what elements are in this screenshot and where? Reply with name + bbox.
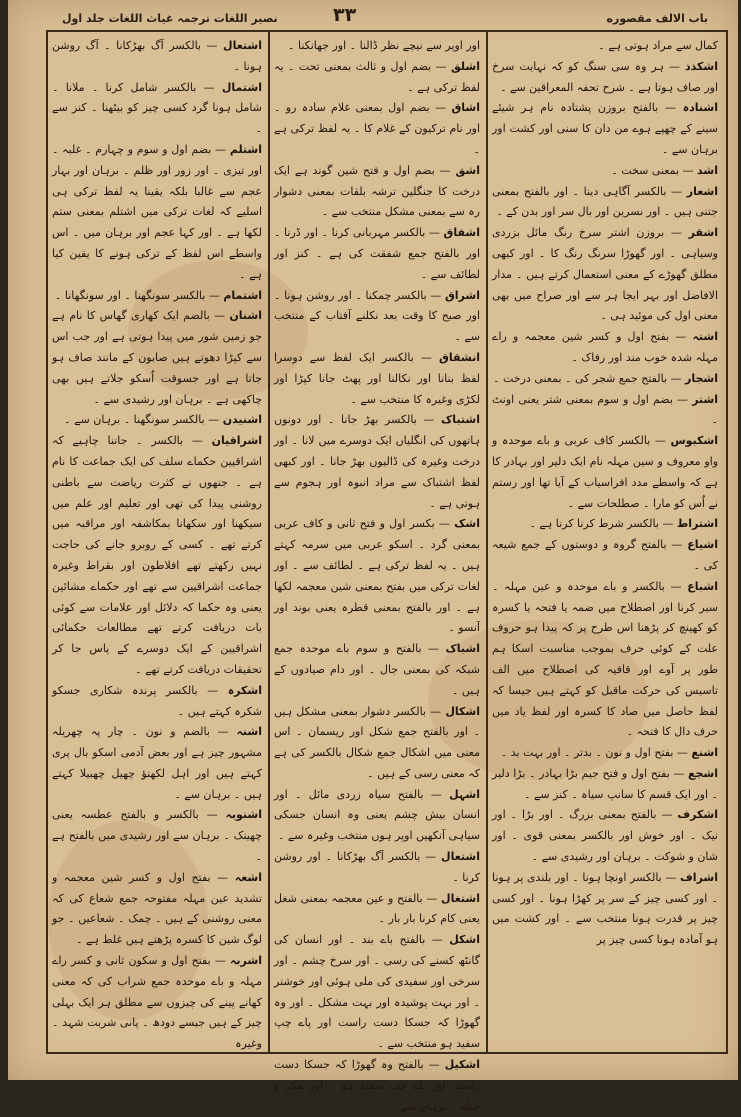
entry-headword: اشعار <box>686 184 718 198</box>
dictionary-entry <box>274 785 480 847</box>
entry-definition: — بالکسر و باے موحدہ و عین مہلہ ۔ سیر کرنا اور اصطلاح میں ضمہ یا فتحہ یا کسرہ کو کھینچ کر پڑھنا اس طرح پر کہ پیدا ہو حروف علت کے کوئی حرف بموجب مناسبت اسکا ہم طور پر آوے اور قافیہ کی اصطلاح میں الف تاسیس کی حرکت ماقبل کو کہتے ہیں جیسا کہ لفظ حاصل میں صاد کا کسرہ اور لفظ یاد میں حرف دال کا فتحہ ۔ <box>492 579 718 739</box>
entry-definition: — بالکسر سونگھنا ۔ برہان سے ۔ <box>64 413 220 427</box>
dictionary-entry <box>274 1055 480 1117</box>
dictionary-entry <box>274 36 480 57</box>
entry-definition: — بالکسر پرندہ شکاری جسکو شکرہ کہتے ہیں ۔ <box>52 683 262 718</box>
dictionary-entry <box>274 161 480 223</box>
entry-headword: اشربہ <box>229 954 262 968</box>
entry-definition: — بالکسر سونگھنا ۔ اور سونگھانا ۔ <box>54 288 220 302</box>
entry-headword: اشباع <box>687 579 719 593</box>
dictionary-entry <box>274 223 480 285</box>
entry-definition: — بالکسر ایک لفظ سے دوسرا لفظ بنانا اور نکالنا اور پھٹ جانا کپڑا اور لکڑی وغیرہ کا منتخب سے ۔ <box>274 350 480 406</box>
dictionary-entry <box>492 223 718 327</box>
entry-headword: اشکیل <box>444 1058 480 1072</box>
dictionary-entry <box>52 36 262 78</box>
entry-definition: — بالکسر و بالفتح عطسہ یعنی چھینک ۔ برہان سے اور رشیدی میں بالفتح ہے ۔ <box>52 808 262 864</box>
entry-headword: اشنہ <box>236 725 262 739</box>
book-title: نصیر اللغات ترجمہ غیاث اللغات جلد اول <box>62 12 278 25</box>
entry-definition: اور اوپر سے نیچے نظر ڈالنا ۔ اور جھانکنا ۔ <box>288 39 480 52</box>
entry-definition: — بالکسر آگاہی دینا ۔ اور بالفتح بمعنی جتنی ہیں ۔ اور نسرین اور بال سر اور بدن کے ۔ <box>492 184 718 219</box>
entry-headword: اشتباک <box>441 413 481 427</box>
entry-definition: — بفتح اول و نون ۔ بدتر ۔ اور بہت بد ۔ <box>500 746 688 760</box>
dictionary-entry <box>274 348 480 410</box>
entry-headword: اشتمال <box>221 80 262 94</box>
dictionary-entry <box>52 681 262 723</box>
dictionary-entry <box>274 889 480 931</box>
entry-headword: اشتغال <box>441 891 480 905</box>
column-right <box>492 36 718 1042</box>
dictionary-entry <box>52 868 262 951</box>
page-number: ۳۳ <box>333 4 357 26</box>
entry-definition: — بضم اول بمعنی غلام سادہ رو ۔ اور نام ترکیون کے غلام کا ۔ یہ لفظ ترکی ہے ۔ <box>274 101 480 156</box>
entry-definition: — بفتح اول و کسر شین معجمہ و تشدید عین مہلہ مفتوحہ جمع شعاع کی کہ معنی روشنی کے ہیں ۔ چمک ۔ شعاعیں ۔ جو لوگ شین کا کسرہ پڑھتے ہیں غلط ہے ۔ <box>52 870 262 947</box>
chapter-heading: باب الالف مقصوره <box>606 12 708 25</box>
entry-headword: اشتمام <box>223 288 262 302</box>
dictionary-entry <box>52 431 262 681</box>
entry-headword: اشراف <box>680 870 719 884</box>
dictionary-entry <box>492 743 718 764</box>
entry-headword: اشق <box>455 163 480 177</box>
dictionary-entry <box>492 98 718 160</box>
entry-definition: — بالکسر آگ بھڑکانا ۔ آگ روشن ہونا ۔ <box>52 39 262 73</box>
dictionary-entry <box>52 722 262 805</box>
dictionary-entry <box>274 286 480 348</box>
entry-headword: اشکال <box>445 704 480 718</box>
entry-headword: اشہل <box>449 787 480 801</box>
dictionary-entry <box>52 286 262 307</box>
entry-headword: اشراقیان <box>211 434 262 448</box>
column-divider <box>486 30 488 1052</box>
entry-definition: — بالفتح بروزن پشتادہ نام ہر شیئے سینے کے چھپے ہوے من دان کا سنی اور کشت اور برہان سے ۔ <box>492 101 718 156</box>
entry-definition: — بضم اول و سوم و چہارم ۔ غلبہ ۔ اور تیزی ۔ اور زور اور ظلم ۔ برہان اور بہار عجم سے غالبا بلکہ یقینا یہ لفظ ترکی ہی اسلیے کہ لغات ترکی میں اشتلم بمعنی ستم لکھا ہے ۔ اور کہا عجم اور برہان میں ۔ اس واسطے اس لفظ کے ترکی ہونے کا یقین کیا ہے ۔ <box>52 142 262 281</box>
entry-definition: کمال سے مراد ہوتی ہے ۔ <box>598 39 718 52</box>
dictionary-entry <box>52 805 262 867</box>
entry-headword: اشتراط <box>676 517 718 531</box>
entry-definition: — بالفتح بمعنی بزرگ ۔ اور بڑا ۔ اور نیک ۔ اور خوش اور بالکسر بمعنی قوی ۔ اور شان و شوکت ۔ برہان اور رشیدی سے ۔ <box>492 808 718 864</box>
dictionary-entry <box>52 410 262 431</box>
entry-headword: اشقر <box>688 226 719 240</box>
dictionary-entry <box>492 805 718 867</box>
entry-definition: — بفتح اول و فتح جیم بڑا بہادر ۔ بڑا دلیر ۔ اور ایک قسم کا سانپ سیاہ ۔ کنز سے ۔ <box>492 766 718 801</box>
entry-headword: اشنع <box>691 746 718 760</box>
entry-definition: — بالکسر آگ بھڑکانا ۔ اور روشن کرنا ۔ <box>274 850 480 884</box>
entry-definition: — بالکسر بھڑ جانا ۔ اور دونوں ہاتھوں کی انگلیاں ایک دوسرے میں لانا ۔ اور درخت وغیرہ کی ڈالیوں بھڑ جانا ۔ اور کبھی لفظ اشتباک سے مراد انبوہ اور ہجوم سے ہوتی ہے ۔ <box>274 413 480 510</box>
entry-definition: — بالفتح و سوم باے موحدہ جمع شبکہ کی بمعنی جال ۔ اور دام صیادوں کے ہیں ۔ <box>274 642 480 697</box>
dictionary-entry <box>274 930 480 1055</box>
entry-headword: اشراق <box>444 288 480 302</box>
entry-headword: اشنوبہ <box>225 808 262 822</box>
entry-headword: اشاق <box>451 101 480 115</box>
entry-headword: اشکرہ <box>227 683 262 697</box>
entry-headword: انشقاق <box>439 350 480 364</box>
dictionary-entry <box>492 868 718 951</box>
dictionary-entry <box>492 36 718 57</box>
dictionary-entry <box>52 951 262 1055</box>
column-divider <box>268 30 270 1052</box>
dictionary-entry <box>52 140 262 286</box>
entry-definition: — بالفتح جمع شجر کی ۔ بمعنی درخت ۔ <box>493 371 682 385</box>
entry-definition: — بالفتح باے بند ۔ اور انسان کی گانٹھ کسنے کی رسی ۔ اور سرخ چشم ۔ اور سرخی اور سفیدی کی ملی ہوئی اور خوشتر ۔ اور بہت پوشیدہ اور بہت مشکل ۔ اور وہ گھوڑا کہ جسکا دست راست اور پاے چپ سفید ہو منتخب سے ۔ <box>274 933 480 1051</box>
manuscript-page <box>8 0 738 1113</box>
entry-definition: — بکسر اول و فتح ثانی و کاف عربی بمعنی گرد ۔ اسکو عربی میں سرمہ کہتے ہیں ۔ یہ لفظ ترکی ہے ۔ لطائف سے ۔ اور لغات ترکی میں بفتح بمعنی شین معجمہ لکھا ہے ۔ اور بالفتح بمعنی قطرہ یعنی بوند اور آنسو ۔ <box>274 517 480 635</box>
entry-headword: اشتعال <box>441 850 480 864</box>
dictionary-entry <box>274 98 480 160</box>
entry-definition: — بالکسر چمکنا ۔ اور روشن ہونا ۔ اور صبح کا وقت بعد نکلنے آفتاب کے منتخب سے ۔ <box>274 288 480 344</box>
entry-headword: اشنیدن <box>222 413 262 427</box>
entry-headword: اشفاق <box>443 226 480 240</box>
entry-headword: اشتہ <box>692 330 718 344</box>
entry-headword: اشیاع <box>687 538 719 552</box>
dictionary-entry <box>52 78 262 140</box>
entry-headword: اشتلم <box>229 142 263 156</box>
dictionary-entry <box>492 390 718 432</box>
entry-definition: — بالکسر مہربانی کرنا ۔ اور ڈرنا ۔ اور بالفتح جمع شفقت کی ہے ۔ کنز اور لطائف سے ۔ <box>274 226 480 281</box>
entry-headword: اشک <box>454 517 480 531</box>
entry-headword: اشتر <box>692 392 719 406</box>
entry-headword: اشکبوس <box>670 434 718 448</box>
dictionary-entry <box>492 369 718 390</box>
dictionary-entry <box>492 161 718 182</box>
entry-definition: — بالفتح سیاہ زردی مائل ۔ اور انسان بیش چشم یعنی وہ انسان جسکی سیاہی آنکھیں اوپر ہوں منتخب وغیرہ سے ۔ <box>274 787 480 843</box>
dictionary-entry <box>274 847 480 889</box>
entry-definition: — بضم اول و سوم بمعنی شتر یعنی اونٹ ۔ <box>492 392 718 427</box>
entry-definition: — بالضم ایک کھاری گھاس کا نام ہے جو زمین شور میں پیدا ہوتی ہے اور جب اس سے کپڑا دھوتے ہیں صابون کے مانند صاف ہو جاتا ہے اور جسوقت اُسکو جلاتے ہیں بھی چاکھی ہے ۔ برہان اور رشیدی سے ۔ <box>52 309 262 406</box>
entry-definition: — بالفتح گروہ و دوستوں کے جمع شیعہ کی ۔ <box>492 538 718 572</box>
entry-headword: اشنادہ <box>682 101 718 115</box>
entry-definition: — ہر وہ سی سنگ کو کہ نہایت سرخ اور صاف ہوتا ہے ۔ شرح تحفہ المعراقین سے ۔ <box>492 59 718 94</box>
entry-headword: اشتعال <box>223 39 263 52</box>
entry-headword: اشلق <box>451 59 481 73</box>
entry-definition: — بفتح اول و سکون ثانی و کسر راے مہلہ و باے موحدہ جمع شراب کی کہ معنی کھانے پینے کی چیزوں سے مطلق ہر ایک بہلی چیز کے ہیں جیسے دودھ ۔ پانی شربت شہد ۔ وغیرہ <box>52 954 262 1051</box>
dictionary-entry <box>274 639 480 701</box>
entry-definition: — بالکسر شرط کرنا کرنا ہے ۔ <box>529 517 674 531</box>
dictionary-entry <box>492 182 718 224</box>
entry-headword: اشکذذ <box>685 59 718 73</box>
entry-headword: اشجع <box>687 766 718 780</box>
entry-definition: — بمعنی سخت ۔ <box>611 163 694 177</box>
dictionary-entry <box>492 431 718 514</box>
entry-definition: — بالکسر دشوار بمعنی مشکل ہیں ۔ اور بالفتح جمع شکل اور ریسمان ۔ اس معنی میں اشکال جمع شکال بالکسر کی ہے کہ معنی رسی کے ہیں ۔ <box>274 704 480 780</box>
dictionary-entry <box>492 577 718 743</box>
dictionary-entry <box>492 764 718 806</box>
column-middle <box>274 36 481 1113</box>
dictionary-entry <box>274 514 480 639</box>
entry-definition: — بروزن اشتر سرخ رنگ مائل بزردی وسیاہی ۔ اور گھوڑا سرنگ رنگ کا ۔ اور کبھی مطلق گھوڑے کے معنی استعمال کرتے ہیں ۔ مدار الافاضل اور بہر ایجا ہر سے اور صراح میں بھی معنی اول کی موئید ہی ۔ <box>492 226 718 323</box>
entry-definition: — بالکسر شامل کرنا ۔ ملانا ۔ شامل ہونا گرد کسی چیز کو بیٹھنا ۔ کنز سے ۔ <box>52 80 262 136</box>
dictionary-entry <box>274 702 480 785</box>
dictionary-entry <box>492 57 718 99</box>
entry-definition: — بالکسر کاف عربی و باے موحدہ و واو معروف و سین مہلہ نام ایک دلیر اور بہادر کا ہے کہ واسطے مدد افراسیاب کے آیا تھا اور رستم نے اُس کو مارا ۔ صطلحات سے ۔ <box>492 434 718 510</box>
entry-definition: — بالفتح وہ گھوڑا کہ جسکا دست راست اور پاے چپ سفید ہو ۔ اور مکر و حیلہ ۔ برہان سے ۔ <box>274 1058 480 1113</box>
entry-definition: — بفتح اول و کسر شین معجمہ و راے مہلہ شدہ خوب مند اور رفاک ۔ <box>492 330 718 364</box>
entry-definition: — بالفتح و عین معجمہ بمعنی شغل یعنی کام کرنا بار بار ۔ <box>274 891 480 926</box>
dictionary-entry <box>274 410 480 514</box>
entry-definition: — بالضم و نون ۔ چار پہ چھریلہ مشہور چیز ہے اور بعض آدمی اسکو بال پری کہتے ہیں اور اہل لکھنؤ چھیل چھبیلا کہتے ہیں ۔ برہان سے ۔ <box>52 725 262 801</box>
entry-headword: اشجار <box>685 371 718 385</box>
entry-headword: اشباک <box>445 642 480 656</box>
entry-headword: اشد <box>697 163 718 177</box>
dictionary-entry <box>274 57 480 99</box>
entry-headword: اشکرف <box>677 808 718 822</box>
entry-definition: — بالکسر اونچا ہونا ۔ اور بلندی پر ہونا ۔ اور کسی چیز کے سر پر کھڑا ہونا ۔ اور کسی چیز پر قدرت ہونا منتخب سے ۔ اور کشت میں ہو آمادہ ہونا کسی چیز پر <box>492 870 718 947</box>
entry-definition: — بضم اول و فتح شین گوند ہے ایک درخت کا جنگلین ترشہ بلقات بمعنی دشوار رہ سے بمعنی مشکل منتخب سے ۔ <box>274 163 480 219</box>
dictionary-entry <box>492 327 718 369</box>
entry-definition: — بضم اول و ثالث بمعنی تحت ۔ یہ لفظ ترکی ہے ۔ <box>274 59 480 94</box>
entry-headword: اشکل <box>449 933 480 947</box>
column-left <box>52 36 263 1051</box>
entry-headword: اشنان <box>229 309 263 323</box>
entry-definition: — بالکسر ۔ جاننا چاہیے کہ اشراقیین حکماے سلف کی ایک جماعت کا نام ہے ۔ جنھوں نے کثرت ریاضت سے باطنی روشنی پیدا کی تھی اور تعلیم اور علم میں سیکھنا اور سکھانا بمکاشفہ اور مراقبہ میں کرتے تھے ۔ کسی کے روبرو جانے کی حاجت نہیں رکھتے تھے افلاطون اور بقراط وغیرہ جماعت اشراقیین سے تھے اور حکماے مشائین یعنی وہ حکما کہ دلائل اور علامات سے کوئی بات دریافت کرتے تھے مطالعات حکمائی اشراقیین کے ایک دوسرے کے پاس جا کر تحقیقات دریافت کرتے تھے ۔ <box>52 434 262 676</box>
dictionary-entry <box>492 514 718 535</box>
entry-headword: اشعہ <box>234 870 263 884</box>
dictionary-entry <box>492 535 718 577</box>
dictionary-entry <box>52 306 262 410</box>
